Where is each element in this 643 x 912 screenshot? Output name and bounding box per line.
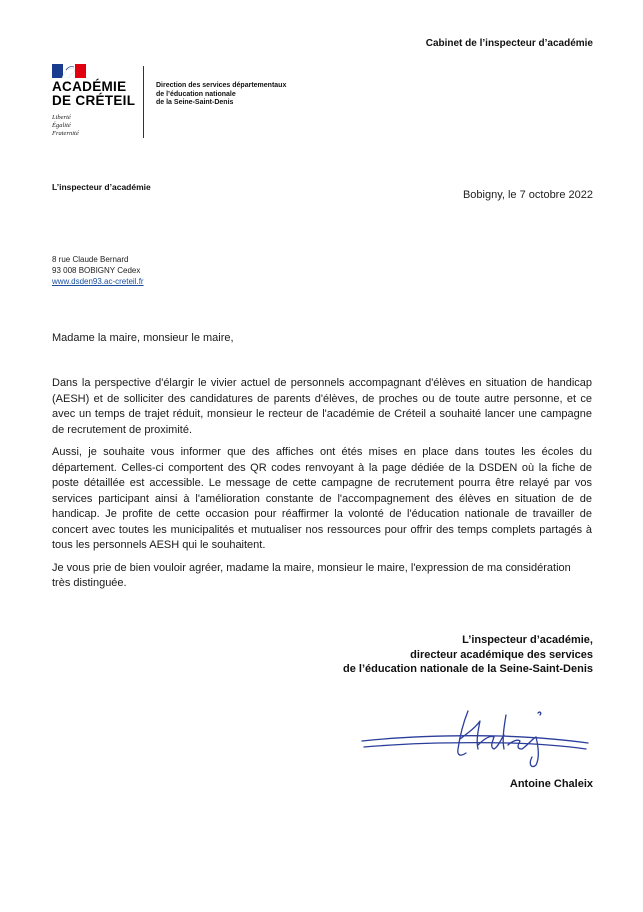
address-street: 8 rue Claude Bernard <box>52 255 129 264</box>
paragraph-2: Aussi, je souhaite vous informer que des affiches ont étés mises en place dans toutes les écoles du département. Celles-ci comportent des QR codes renvoyant à la page dédiée de la DSDEN où la fiche de poste détaillée est accessible. Le message de cette campagne de recrutement pourra être relayé par vos services participant ainsi à l'amélioration constante de l'accompagnement des élèves en situation de de handicap. Je profite de cette occasion pour réaffirmer la volonté de l'éducation nationale de travailler de concert avec toutes les municipalités et mutualiser nos ressources pour offrir des temps complets partagés à tous les personnels AESH qui le souhaitent. <box>52 446 592 551</box>
paragraph-1: Dans la perspective d'élargir le vivier actuel de personnels accompagnant d'élèves en situation de handicap (AESH) et de solliciter des candidatures de parents d'élèves, de proches ou de toute autre personne, et ce avec un temps de trajet réduit, monsieur le recteur de l'académie de Créteil a souhaité lancer une campagne de recrutement de proximité. <box>52 377 592 436</box>
sender-address <box>52 254 144 287</box>
sender-title: L’inspecteur d’académie <box>52 182 151 192</box>
academie-brand <box>52 80 135 108</box>
signatory-name: Antoine Chaleix <box>509 778 593 790</box>
academie-line1: ACADÉMIE <box>52 79 127 94</box>
signatory-title-line2: directeur académique des services <box>410 648 593 661</box>
cabinet-heading: Cabinet de l’inspecteur d’académie <box>425 38 593 49</box>
direction-line1: Direction des services départementaux <box>156 82 287 89</box>
direction-line3: de la Seine-Saint-Denis <box>156 99 234 106</box>
direction-label <box>156 82 286 108</box>
header-divider <box>143 66 144 138</box>
marianne-logo-icon <box>52 64 86 78</box>
academie-line2: DE CRÉTEIL <box>52 93 136 108</box>
letter-body <box>52 376 592 599</box>
paragraph-3: Je vous prie de bien vouloir agréer, madame la maire, monsieur le maire, l'expression de ma considération très distinguée. <box>52 561 571 589</box>
signatory-title-line1: L’inspecteur d’académie, <box>462 634 593 646</box>
motto-egalite: Égalité <box>52 122 71 129</box>
signature-block <box>343 633 593 677</box>
handwritten-signature <box>360 705 590 770</box>
republic-motto <box>52 114 79 138</box>
website-link[interactable]: www.dsden93.ac-creteil.fr <box>52 277 144 286</box>
salutation: Madame la maire, monsieur le maire, <box>52 332 234 344</box>
signatory-title-line3: de l’éducation nationale de la Seine-Saint-Denis <box>343 663 593 675</box>
motto-fraternite: Fraternité <box>52 130 79 137</box>
place-date: Bobigny, le 7 octobre 2022 <box>462 189 593 201</box>
direction-line2: de l’éducation nationale <box>156 90 236 98</box>
address-city: 93 008 BOBIGNY Cedex <box>52 266 141 275</box>
motto-liberte: Liberté <box>52 114 71 121</box>
